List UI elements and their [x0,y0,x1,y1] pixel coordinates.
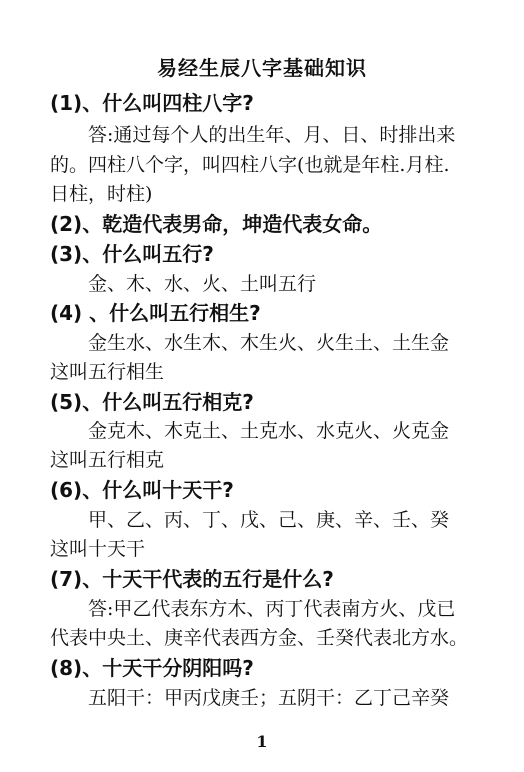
question-6: (6)、什么叫十天干? [50,478,234,502]
answer-5-line-2: 这叫五行相克 [50,449,165,471]
question-1: (1)、什么叫四柱八字? [50,91,254,115]
answer-6-line-2: 这叫十天干 [50,538,146,560]
answer-1-line-3: 日柱，时柱) [50,183,153,205]
question-7: (7)、十天干代表的五行是什么? [50,567,334,591]
answer-4-line-2: 这叫五行相生 [50,361,165,383]
answer-3: 金、木、水、火、土叫五行 [88,273,317,295]
statement-2: (2)、乾造代表男命，坤造代表女命。 [50,212,383,236]
answer-7-line-1: 答:甲乙代表东方木、丙丁代表南方火、戊已 [88,598,456,620]
question-3: (3)、什么叫五行? [50,242,214,266]
answer-1-line-1: 答:通过每个人的出生年、月、日、时排出来 [88,124,456,146]
answer-8: 五阳干：甲丙戊庚壬；五阴干：乙丁己辛癸 [88,687,450,709]
page-number: 1 [256,732,268,751]
question-5: (5)、什么叫五行相克? [50,390,254,414]
answer-5-line-1: 金克木、木克土、土克水、水克火、火克金 [88,420,450,442]
question-4: (4) 、什么叫五行相生? [50,301,261,325]
page-title: 易经生辰八字基础知识 [157,56,367,80]
answer-7-line-2: 代表中央土、庚辛代表西方金、壬癸代表北方水。 [50,627,469,649]
answer-6-line-1: 甲、乙、丙、丁、戊、己、庚、辛、壬、癸 [88,509,450,531]
answer-4-line-1: 金生水、水生木、木生火、火生土、土生金 [88,332,450,354]
question-8: (8)、十天干分阴阳吗? [50,656,254,680]
answer-1-line-2: 的。四柱八个字，叫四柱八字(也就是年柱.月柱. [50,154,450,176]
